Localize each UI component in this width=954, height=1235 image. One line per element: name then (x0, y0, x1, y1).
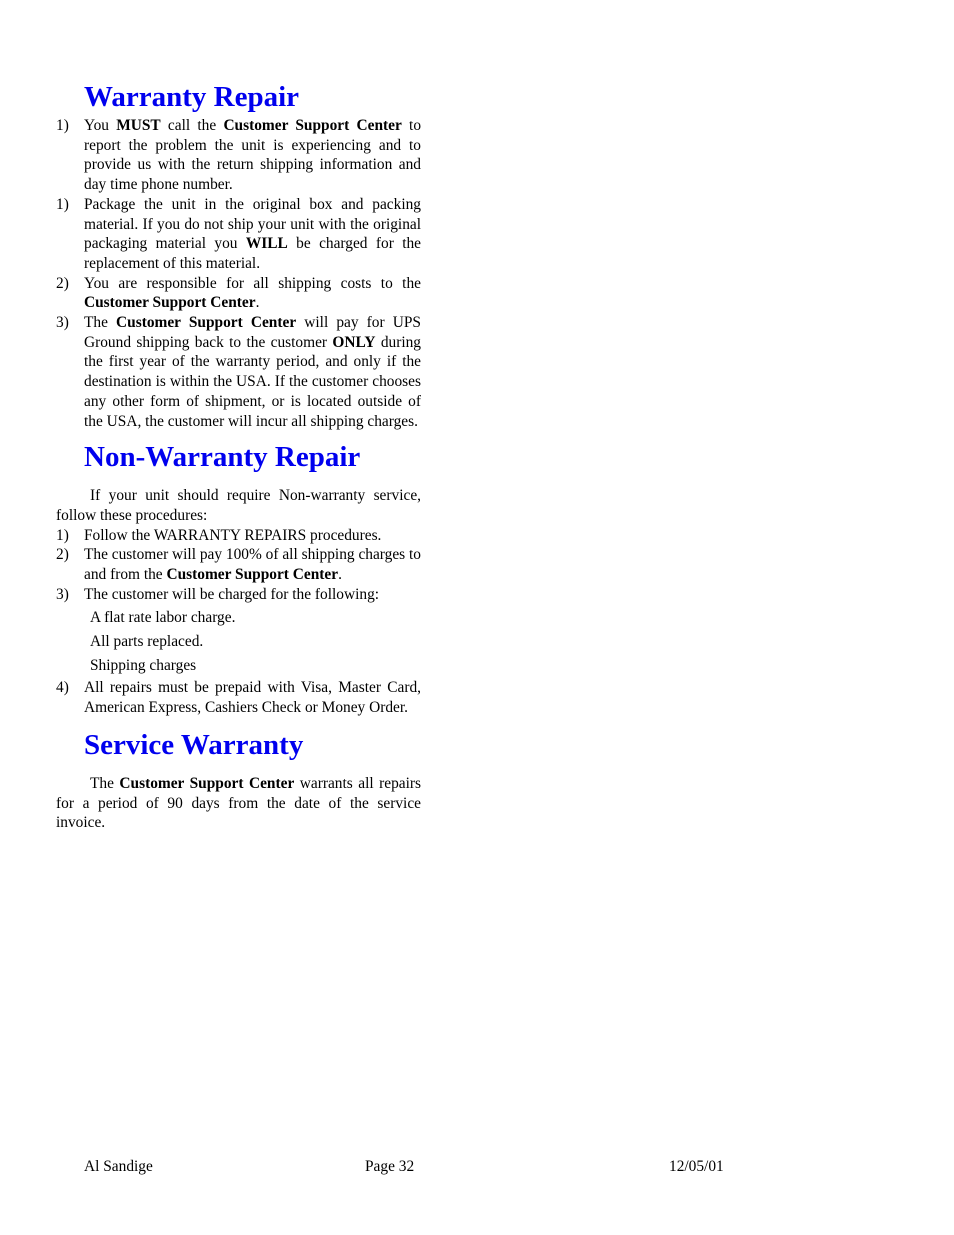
text-run: warrants all repairs for a period of 90 days from the date of the service invoice. (56, 774, 421, 832)
text-run: The (84, 314, 117, 332)
list-number: 2) (56, 274, 69, 292)
warranty-repair-heading: Warranty Repair (84, 81, 300, 113)
charge-item: All parts replaced. (90, 633, 204, 651)
list-item (56, 274, 421, 313)
text-run: during the first year of the warranty period, and only if the destination is within the USA. If the customer chooses any other form of shipment, or is located outside of the USA, the customer will incur all shipping charges. (84, 333, 422, 430)
list-number: 3) (56, 585, 69, 603)
bold-text: Customer Support Center (119, 774, 295, 792)
footer-page-number: Page 32 (365, 1158, 415, 1175)
text-run: . (255, 294, 260, 312)
list-item (56, 526, 421, 546)
text-run: You are responsible for all shipping costs to the (84, 274, 421, 292)
text-run: All repairs must be prepaid with Visa, Master Card, American Express, Cashiers Check or Money Order. (84, 679, 421, 717)
non-warranty-list (56, 526, 421, 605)
document-column (56, 78, 421, 833)
footer-author: Al Sandige (84, 1158, 153, 1175)
list-item (56, 585, 421, 605)
text-run: to report the problem the unit is experiencing and to provide us with the return shipping information and day time phone number. (84, 117, 422, 194)
footer-date: 12/05/01 (669, 1158, 724, 1175)
charge-item: Shipping charges (90, 657, 197, 675)
non-warranty-repair-heading: Non-Warranty Repair (84, 441, 361, 474)
text-run: The customer will be charged for the following: (84, 585, 380, 603)
bold-text: WILL (245, 235, 288, 253)
list-number: 1) (56, 526, 69, 544)
list-number: 3) (56, 314, 69, 332)
text-run: call the (160, 117, 224, 134)
list-item (56, 678, 421, 717)
text-run: . (338, 566, 342, 584)
list-item (56, 545, 421, 584)
text-run: You (84, 117, 117, 134)
text-run: The (90, 774, 120, 792)
text-run: Package the unit in the original box and packing material. If you do not ship your unit with the original packaging material you (84, 195, 421, 253)
list-number: 4) (56, 679, 69, 697)
bold-text: Customer Support Center (84, 294, 256, 312)
bold-text: Customer Support Center (166, 566, 339, 584)
non-warranty-list-continued (56, 678, 421, 717)
bold-text: Customer Support Center (116, 314, 297, 332)
text-run: will pay for UPS Ground shipping back to the customer (84, 314, 421, 351)
bold-text: ONLY (332, 333, 376, 351)
list-number: 2) (56, 546, 69, 564)
service-warranty-text (56, 774, 421, 833)
text-run: be charged for the replacement of this material. (84, 235, 421, 272)
text-run: The customer will pay 100% of all shipping charges to and from the (84, 546, 421, 584)
warranty-repair-list (56, 116, 421, 431)
charges-sublist (56, 606, 421, 678)
non-warranty-intro: If your unit should require Non-warranty service, follow these procedures: (56, 487, 421, 524)
bold-text: Customer Support Center (223, 117, 402, 134)
list-number: 1) (56, 195, 69, 213)
list-number: 1) (56, 117, 69, 134)
list-item (56, 116, 421, 195)
bold-text: MUST (116, 117, 161, 134)
charge-item: A flat rate labor charge. (90, 609, 236, 627)
list-item (56, 313, 421, 431)
service-warranty-heading: Service Warranty (84, 728, 304, 761)
text-run: Follow the WARRANTY REPAIRS procedures. (84, 526, 382, 544)
list-item (56, 195, 421, 274)
